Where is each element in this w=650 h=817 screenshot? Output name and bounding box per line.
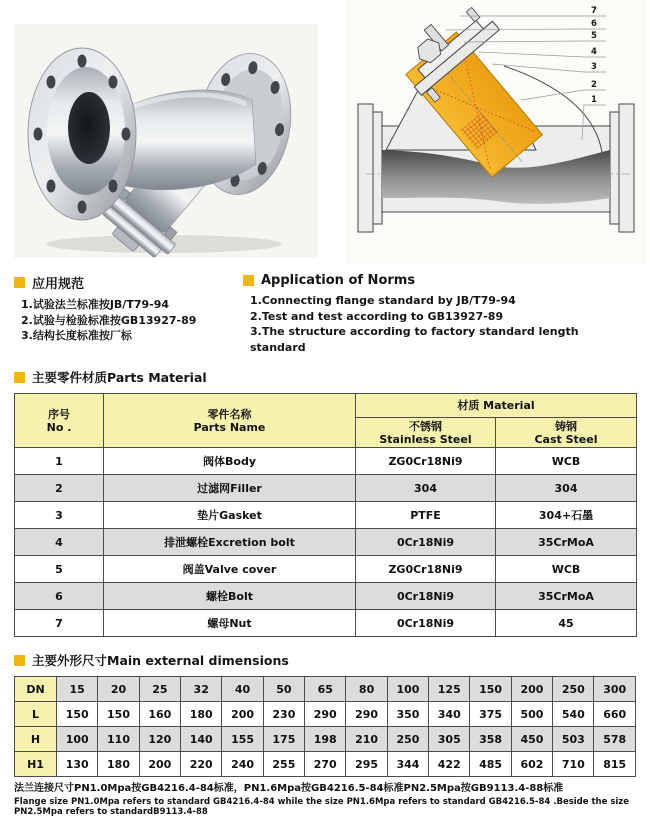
col-header-cast-cn: 铸钢	[555, 419, 577, 433]
callout-6: 6	[591, 19, 597, 29]
col-header-cast	[496, 418, 637, 448]
valve-cross-section-diagram	[346, 0, 646, 263]
square-bullet-icon	[243, 275, 254, 286]
callout-2: 2	[591, 80, 597, 90]
dims-cell: 422	[429, 752, 470, 777]
norms-item: 2.试验与检验标准按GB13927-89	[21, 313, 197, 327]
dims-cell: 255	[263, 752, 304, 777]
norms-item: 1.Connecting flange standard by JB/T79-94	[250, 294, 516, 307]
dims-cell: 200	[139, 752, 180, 777]
dims-cell: 110	[98, 727, 139, 752]
valve-photo	[14, 24, 318, 258]
parts-cell-name: 阀体Body	[104, 448, 356, 475]
parts-cell-stainless: ZG0Cr18Ni9	[356, 556, 496, 583]
dims-cell: 305	[429, 727, 470, 752]
dims-cell: 180	[98, 752, 139, 777]
parts-cell-no: 1	[15, 448, 104, 475]
col-header-no-cn: 序号	[48, 407, 70, 421]
dims-cell: 125	[429, 677, 470, 702]
dims-cell: 710	[553, 752, 594, 777]
square-bullet-icon	[14, 372, 25, 383]
dims-cell: 155	[222, 727, 263, 752]
dims-cell: 344	[387, 752, 428, 777]
square-bullet-icon	[14, 655, 25, 666]
square-bullet-icon	[14, 277, 25, 288]
dims-cell: 815	[594, 752, 636, 777]
parts-cell-no: 2	[15, 475, 104, 502]
dimensions-header	[14, 651, 636, 669]
dims-cell: 485	[470, 752, 511, 777]
dimensions-title: 主要外形尺寸Main external dimensions	[32, 653, 289, 668]
dims-cell: 180	[181, 702, 222, 727]
col-header-name-en: Parts Name	[193, 420, 266, 434]
col-header-no-en: No .	[46, 420, 72, 434]
parts-material-table	[14, 393, 637, 637]
norms-column-cn	[14, 273, 243, 344]
flange-note-en: Flange size PN1.0Mpa refers to standard GB4216.4-84 while the size PN1.6Mpa refers to standard GB4216.5-84 .Beside the size PN2.5Mpa refers to standardB9113.4-88	[14, 797, 630, 817]
dims-cell: 200	[222, 702, 263, 727]
dims-cell: 375	[470, 702, 511, 727]
dims-cell: 65	[305, 677, 346, 702]
dims-cell: 290	[346, 702, 387, 727]
parts-cell-name: 螺栓Bolt	[104, 583, 356, 610]
parts-cell-stainless: 304	[356, 475, 496, 502]
col-header-stainless-en: Stainless Steel	[379, 432, 472, 446]
parts-material-header	[14, 368, 636, 386]
dims-cell: 198	[305, 727, 346, 752]
norms-item: 3.结构长度标准按厂标	[21, 329, 132, 342]
dims-cell: 578	[594, 727, 636, 752]
dims-table-body	[15, 677, 636, 777]
parts-table-row	[15, 583, 637, 610]
dims-row-label: H1	[15, 752, 57, 777]
norms-header-en	[243, 273, 636, 288]
dims-cell: 175	[263, 727, 304, 752]
parts-cell-stainless: 0Cr18Ni9	[356, 610, 496, 637]
dims-table-row	[15, 677, 636, 702]
dims-cell: 340	[429, 702, 470, 727]
dims-cell: 32	[181, 677, 222, 702]
dims-cell: 100	[387, 677, 428, 702]
dims-cell: 140	[181, 727, 222, 752]
dims-row-label: H	[15, 727, 57, 752]
parts-cell-cast: 304+石墨	[496, 502, 637, 529]
parts-cell-no: 7	[15, 610, 104, 637]
parts-material-title: 主要零件材质Parts Material	[32, 370, 207, 385]
parts-table-row	[15, 529, 637, 556]
dims-cell: 358	[470, 727, 511, 752]
col-header-stainless	[356, 418, 496, 448]
dims-cell: 50	[263, 677, 304, 702]
dims-cell: 160	[139, 702, 180, 727]
dims-row-label: DN	[15, 677, 57, 702]
norms-section	[0, 273, 650, 355]
norms-title-cn: 应用规范	[32, 277, 85, 292]
parts-cell-no: 6	[15, 583, 104, 610]
col-header-material: 材质 Material	[356, 394, 637, 418]
col-header-name	[104, 394, 356, 448]
dims-cell: 220	[181, 752, 222, 777]
parts-cell-name: 螺母Nut	[104, 610, 356, 637]
parts-cell-stainless: ZG0Cr18Ni9	[356, 448, 496, 475]
norms-title-en: Application of Norms	[261, 273, 416, 288]
dims-cell: 350	[387, 702, 428, 727]
col-header-cast-en: Cast Steel	[534, 432, 598, 446]
dims-cell: 660	[594, 702, 636, 727]
dims-cell: 120	[139, 727, 180, 752]
dims-cell: 270	[305, 752, 346, 777]
norms-list-en	[250, 293, 636, 355]
parts-cell-stainless: PTFE	[356, 502, 496, 529]
dims-cell: 150	[98, 702, 139, 727]
parts-cell-no: 4	[15, 529, 104, 556]
norms-header-cn	[14, 273, 243, 292]
dims-cell: 290	[305, 702, 346, 727]
dims-cell: 40	[222, 677, 263, 702]
dims-cell: 20	[98, 677, 139, 702]
col-header-stainless-cn: 不锈钢	[409, 419, 442, 433]
dims-cell: 450	[511, 727, 552, 752]
callout-7: 7	[591, 6, 597, 16]
dimensions-table	[14, 676, 636, 777]
parts-cell-cast: WCB	[496, 448, 637, 475]
parts-material-section	[14, 368, 636, 637]
parts-table-row	[15, 448, 637, 475]
parts-cell-no: 5	[15, 556, 104, 583]
norms-list-cn	[21, 297, 243, 344]
parts-cell-name: 阀盖Valve cover	[104, 556, 356, 583]
parts-cell-name: 垫片Gasket	[104, 502, 356, 529]
parts-cell-cast: 35CrMoA	[496, 529, 637, 556]
dims-cell: 15	[57, 677, 98, 702]
dims-cell: 250	[387, 727, 428, 752]
parts-cell-cast: WCB	[496, 556, 637, 583]
callout-5: 5	[591, 31, 597, 41]
dims-cell: 500	[511, 702, 552, 727]
dims-cell: 150	[470, 677, 511, 702]
norms-item: 1.试验法兰标准按JB/T79-94	[21, 298, 170, 311]
dims-cell: 25	[139, 677, 180, 702]
parts-cell-name: 过滤网Filler	[104, 475, 356, 502]
parts-table-row	[15, 475, 637, 502]
dims-table-row	[15, 702, 636, 727]
dims-cell: 602	[511, 752, 552, 777]
dims-cell: 300	[594, 677, 636, 702]
flange-note-cn: 法兰连接尺寸PN1.0Mpa按GB4216.4-84标准，PN1.6Mpa按GB4216.5-84标准PN2.5Mpa按GB9113.4-88标准	[14, 783, 564, 794]
norms-item: 3.The structure according to factory standard length standard	[250, 325, 579, 354]
dims-cell: 503	[553, 727, 594, 752]
callout-4: 4	[591, 47, 597, 57]
parts-table-row	[15, 502, 637, 529]
dims-cell: 130	[57, 752, 98, 777]
col-header-no	[15, 394, 104, 448]
col-header-name-cn: 零件名称	[207, 407, 252, 421]
dims-cell: 240	[222, 752, 263, 777]
dims-cell: 230	[263, 702, 304, 727]
parts-cell-cast: 45	[496, 610, 637, 637]
dims-table-row	[15, 752, 636, 777]
dims-cell: 210	[346, 727, 387, 752]
dims-cell: 80	[346, 677, 387, 702]
parts-cell-cast: 304	[496, 475, 637, 502]
flange-notes	[14, 783, 636, 817]
dims-row-label: L	[15, 702, 57, 727]
images-row	[0, 0, 650, 263]
dims-cell: 150	[57, 702, 98, 727]
dims-cell: 200	[511, 677, 552, 702]
callout-1: 1	[591, 95, 597, 105]
dims-cell: 100	[57, 727, 98, 752]
parts-cell-no: 3	[15, 502, 104, 529]
dims-cell: 540	[553, 702, 594, 727]
parts-table-row	[15, 556, 637, 583]
norms-column-en	[243, 273, 636, 355]
parts-cell-name: 排泄螺栓Excretion bolt	[104, 529, 356, 556]
parts-table-body	[15, 448, 637, 637]
dimensions-section	[14, 651, 636, 777]
dims-cell: 250	[553, 677, 594, 702]
parts-cell-stainless: 0Cr18Ni9	[356, 583, 496, 610]
parts-cell-stainless: 0Cr18Ni9	[356, 529, 496, 556]
dims-cell: 295	[346, 752, 387, 777]
callout-3: 3	[591, 62, 597, 72]
norms-item: 2.Test and test according to GB13927-89	[250, 309, 504, 323]
parts-table-row	[15, 610, 637, 637]
parts-cell-cast: 35CrMoA	[496, 583, 637, 610]
left-flange	[28, 48, 136, 220]
dims-table-row	[15, 727, 636, 752]
